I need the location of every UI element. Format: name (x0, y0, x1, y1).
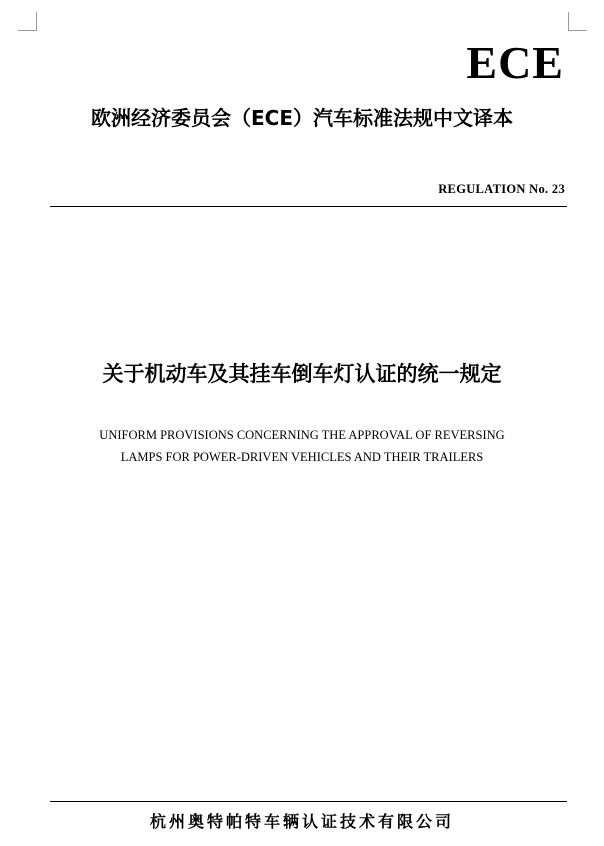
series-title: 欧洲经济委员会（ECE）汽车标准法规中文译本 (90, 106, 513, 130)
english-title-line-1: UNIFORM PROVISIONS CONCERNING THE APPROVAL OF REVERSING (99, 428, 505, 442)
footer-divider (50, 801, 567, 802)
crop-mark-top-right (568, 12, 587, 31)
crop-mark-top-left (18, 12, 37, 31)
english-title-line-2: LAMPS FOR POWER-DRIVEN VEHICLES AND THEIR TRAILERS (120, 450, 484, 464)
ece-brand: ECE (466, 37, 564, 88)
english-title (40, 424, 564, 468)
header-divider (50, 206, 567, 207)
publisher-name: 杭州奥特帕特车辆认证技术有限公司 (149, 812, 454, 831)
chinese-title: 关于机动车及其挂车倒车灯认证的统一规定 (102, 362, 502, 386)
regulation-number: REGULATION No. 23 (438, 182, 565, 196)
